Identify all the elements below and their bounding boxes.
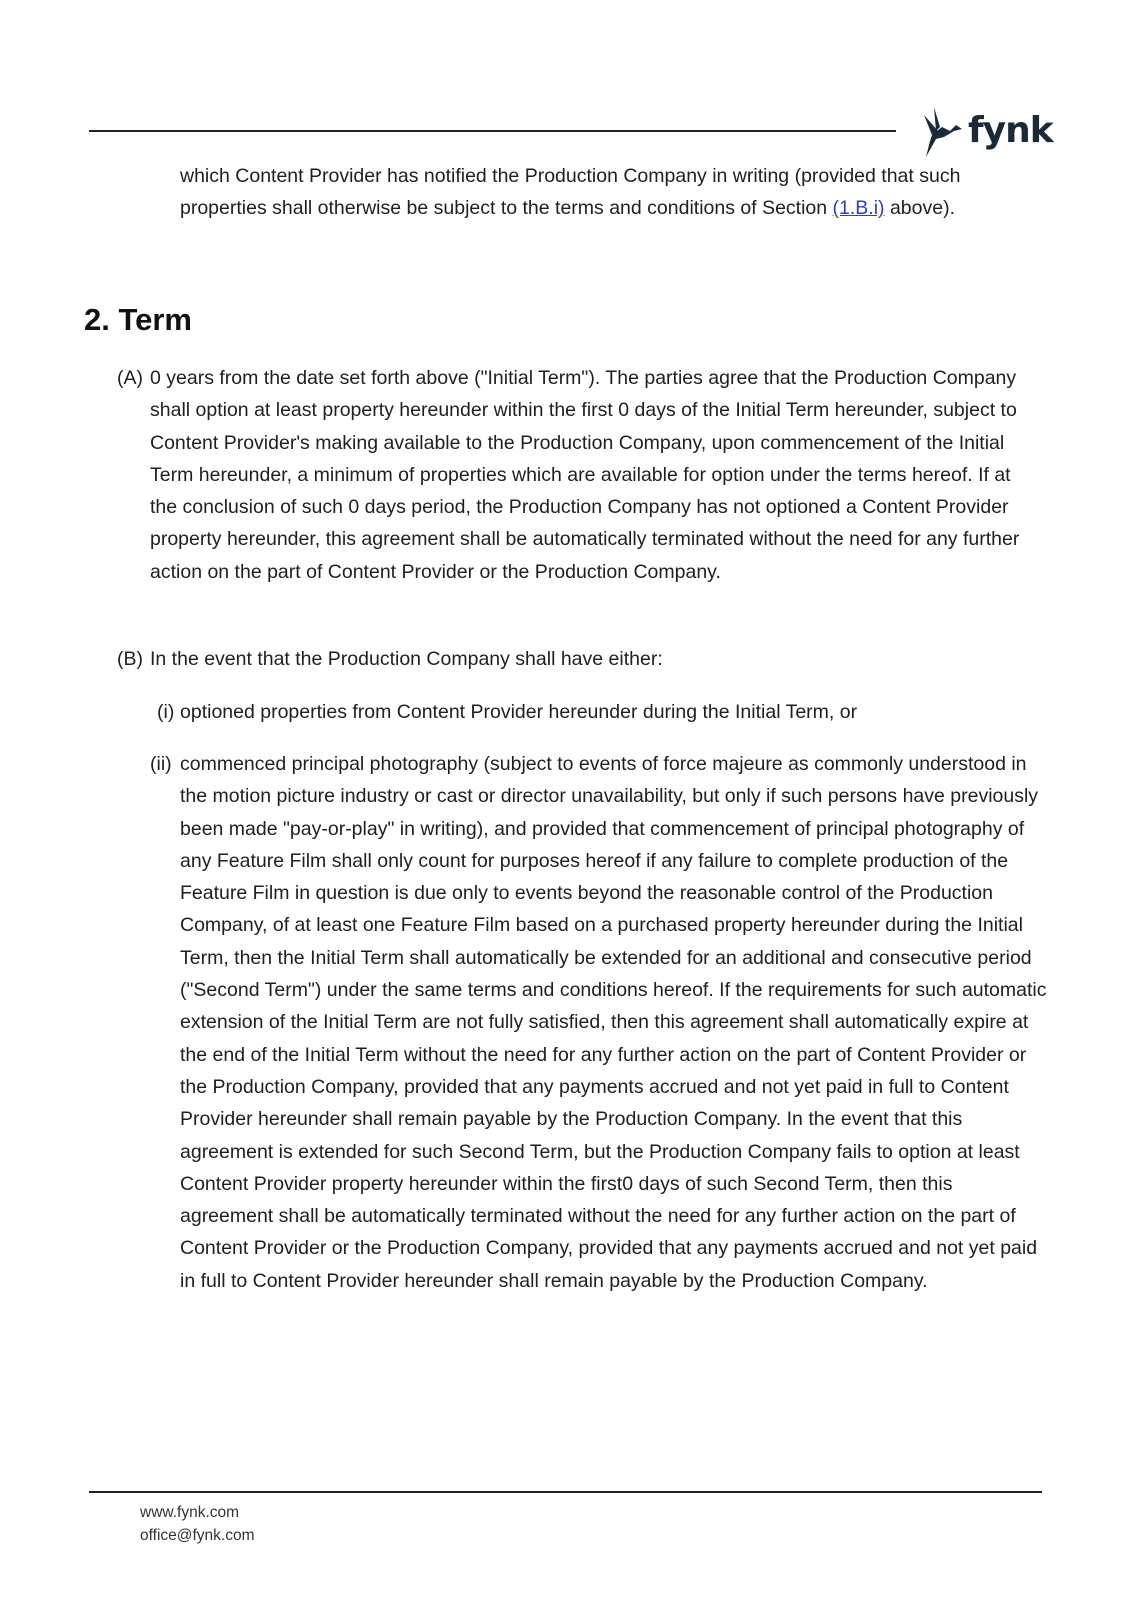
fynk-logo: [918, 104, 1053, 158]
carryover-text: which Content Provider has notified the Production Company in writing (provided that such properties shall otherwise be subject to the terms and conditions of Section: [180, 165, 961, 220]
carryover-paragraph: [180, 160, 1040, 225]
logo-wordmark: fynk: [968, 110, 1053, 151]
footer-divider: [89, 1491, 1042, 1493]
list-item-text: In the event that the Production Company shall have either:: [150, 648, 663, 670]
list-item-b: [117, 643, 1039, 675]
section-reference-link[interactable]: (1.B.i): [832, 197, 885, 220]
list-marker: (B): [117, 648, 143, 670]
list-marker: (A): [117, 367, 143, 389]
bird-logo-icon: [918, 105, 964, 157]
list-item-text: commenced principal photography (subject to events of force majeure as commonly understood in the motion picture industry or cast or director unavailability, but only if such persons have previously been made "pay-or-play" in writing), and provided that commencement of principal photography of any Feature Film shall only count for purposes hereof if any failure to complete production of the Feature Film in question is due only to events beyond the reasonable control of the Production Company, of at least one Feature Film based on a purchased property hereunder during the Initial Term, then the Initial Term shall automatically be extended for an additional and consecutive period ("Second Term") under the same terms and conditions hereof. If the requirements for such automatic extension of the Initial Term are not fully satisfied, then this agreement shall automatically expire at the end of the Initial Term without the need for any further action on the part of Content Provider or the Production Company, provided that any payments accrued and not yet paid in full to Content Provider hereunder shall remain payable by the Production Company. In the event that this agreement is extended for such Second Term, but the Production Company fails to option at least Content Provider property hereunder within the first0 days of such Second Term, then this agreement shall be automatically terminated without the need for any further action on the part of Content Provider or the Production Company, provided that any payments accrued and not yet paid in full to Content Provider hereunder shall remain payable by the Production Company.: [180, 753, 1047, 1292]
carryover-text-end: above).: [884, 197, 956, 220]
footer-email: office@fynk.com: [140, 1527, 255, 1544]
list-marker: (ii): [150, 753, 172, 775]
list-item-a: [117, 362, 1039, 588]
list-item-text: 0 years from the date set forth above ("Initial Term"). The parties agree that the Production Company shall option at least property hereunder within the first 0 days of the Initial Term hereunder, subject to Content Provider's making available to the Production Company, upon commencement of the Initial Term hereunder, a minimum of properties which are available for option under the terms hereof. If at the conclusion of such 0 days period, the Production Company has not optioned a Content Provider property hereunder, this agreement shall be automatically terminated without the need for any further action on the part of Content Provider or the Production Company.: [150, 367, 1020, 583]
header-divider: [89, 130, 896, 132]
list-subitem-ii: [150, 748, 1047, 1297]
list-item-text: optioned properties from Content Provider hereunder during the Initial Term, or: [180, 701, 858, 723]
list-subitem-i: [157, 696, 1047, 728]
list-marker: (i): [157, 701, 175, 723]
section-heading: 2. Term: [84, 302, 192, 337]
footer-website: www.fynk.com: [140, 1504, 240, 1521]
